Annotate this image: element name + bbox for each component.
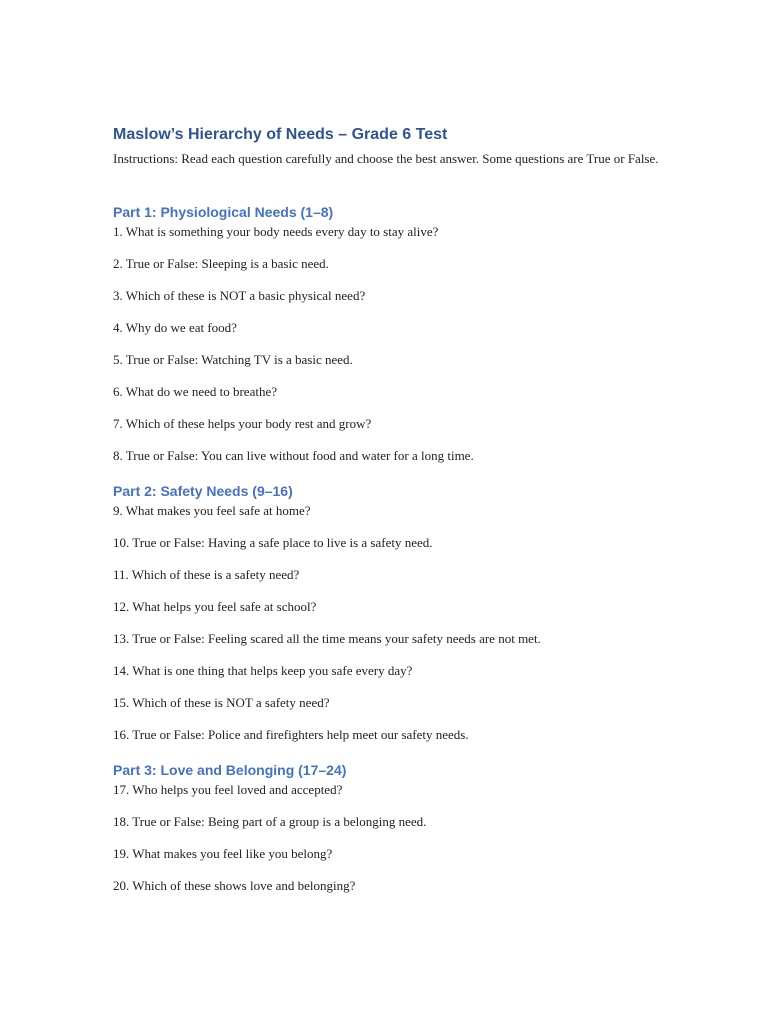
question-item: 3. Which of these is NOT a basic physical need? xyxy=(113,288,366,303)
question-item: 7. Which of these helps your body rest and grow? xyxy=(113,416,372,431)
question-item: 15. Which of these is NOT a safety need? xyxy=(113,695,330,710)
section-2 xyxy=(113,481,673,743)
sections-container xyxy=(113,202,673,894)
question-item: 6. What do we need to breathe? xyxy=(113,384,277,399)
question-item: 8. True or False: You can live without food and water for a long time. xyxy=(113,448,474,463)
section-heading: Part 1: Physiological Needs (1–8) xyxy=(113,204,334,220)
section-heading: Part 3: Love and Belonging (17–24) xyxy=(113,762,347,778)
page-title: Maslow’s Hierarchy of Needs – Grade 6 Test xyxy=(113,126,448,143)
question-item: 19. What makes you feel like you belong? xyxy=(113,846,333,861)
question-item: 14. What is one thing that helps keep you safe every day? xyxy=(113,663,413,678)
question-item: 1. What is something your body needs every day to stay alive? xyxy=(113,224,439,239)
question-item: 16. True or False: Police and firefighters help meet our safety needs. xyxy=(113,727,469,742)
question-item: 2. True or False: Sleeping is a basic need. xyxy=(113,256,329,271)
question-item: 4. Why do we eat food? xyxy=(113,320,237,335)
section-heading: Part 2: Safety Needs (9–16) xyxy=(113,483,293,499)
question-item: 20. Which of these shows love and belonging? xyxy=(113,878,356,893)
question-item: 18. True or False: Being part of a group is a belonging need. xyxy=(113,814,427,829)
section-3 xyxy=(113,760,673,894)
section-1 xyxy=(113,202,673,464)
instructions-text: Instructions: Read each question carefully and choose the best answer. Some questions are True or False. xyxy=(113,151,659,166)
question-item: 13. True or False: Feeling scared all the time means your safety needs are not met. xyxy=(113,631,541,646)
question-item: 5. True or False: Watching TV is a basic need. xyxy=(113,352,353,367)
document-body xyxy=(113,124,673,894)
question-item: 11. Which of these is a safety need? xyxy=(113,567,300,582)
question-item: 12. What helps you feel safe at school? xyxy=(113,599,317,614)
question-item: 9. What makes you feel safe at home? xyxy=(113,503,311,518)
question-item: 10. True or False: Having a safe place to live is a safety need. xyxy=(113,535,433,550)
question-item: 17. Who helps you feel loved and accepted? xyxy=(113,782,343,797)
